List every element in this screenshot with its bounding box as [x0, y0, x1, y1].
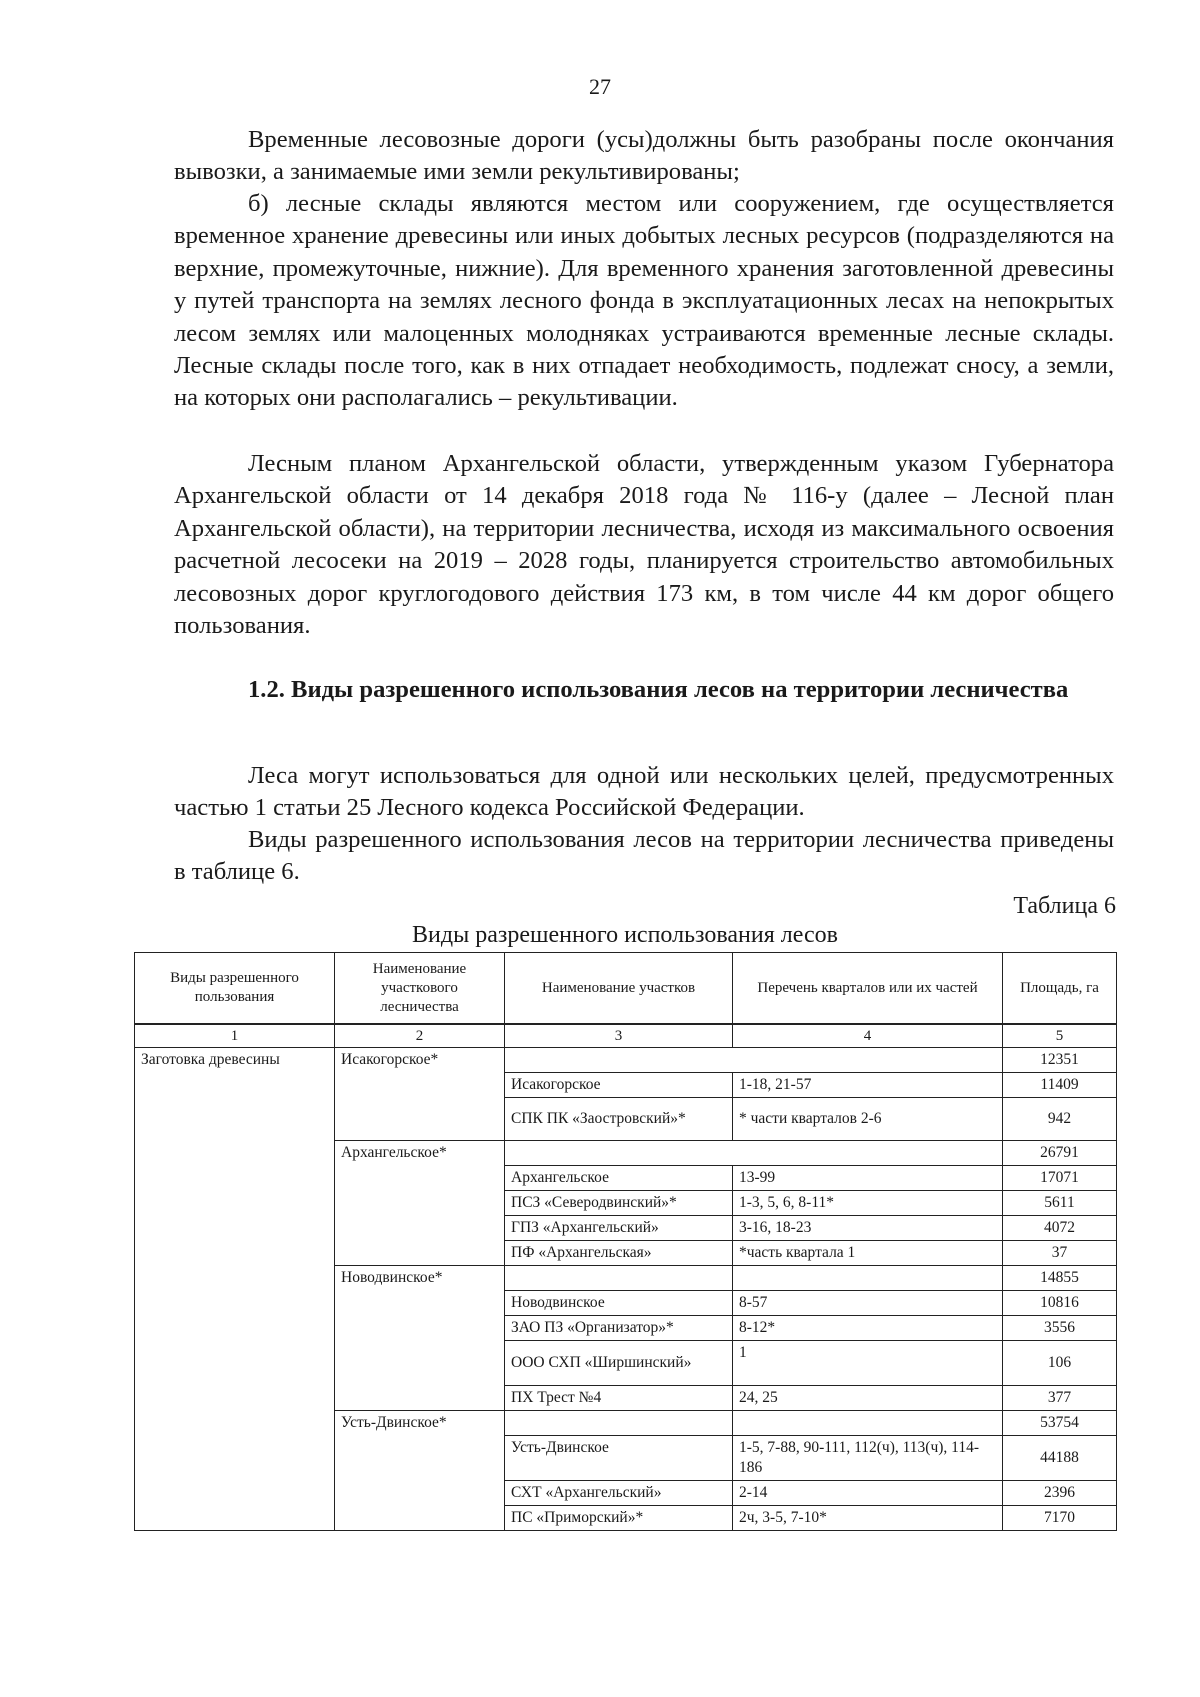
site-cell: Новодвинское	[505, 1291, 733, 1316]
paragraph-forest-purposes: Леса могут использоваться для одной или нескольких целей, предусмотренных частью 1 статьи 25 Лесного кодекса Российской Федерации.	[174, 762, 1114, 822]
table-row	[135, 1048, 1117, 1073]
area-cell: 4072	[1003, 1216, 1117, 1241]
site-cell: ПФ «Архангельская»	[505, 1241, 733, 1266]
table-header-row	[135, 953, 1117, 1025]
paragraph-forest-warehouses: б) лесные склады являются местом или сооружением, где осуществляется временное хранение древесины или иных добытых лесных ресурсов (подразделяются на верхние, промежуточные, нижние). Для временного хранения заготовленной древесины у путей транспорта на землях лесного фонда в эксплуатационных лесах на непокрытых лесом землях или малоценных молодняках устраиваются временные лесные склады. Лесные склады после того, как в них отпадает необходимость, подлежат сносу, а земли, на которых они располагались – рекультивации.	[174, 190, 1114, 412]
forestry-cell: Новодвинское*	[335, 1266, 505, 1411]
column-number: 2	[335, 1024, 505, 1048]
site-cell: Исакогорское	[505, 1073, 733, 1098]
site-cell: Архангельское	[505, 1166, 733, 1191]
site-cell: Усть-Двинское	[505, 1436, 733, 1481]
quarters-cell: *часть квартала 1	[733, 1241, 1003, 1266]
page-number: 27	[589, 74, 611, 99]
paragraph-table-reference: Виды разрешенного использования лесов на территории лесничества приведены в таблице 6.	[174, 826, 1114, 886]
empty-cell	[505, 1266, 733, 1291]
site-cell: ГПЗ «Архангельский»	[505, 1216, 733, 1241]
quarters-cell: 8-12*	[733, 1316, 1003, 1341]
table-title: Виды разрешенного использования лесов	[412, 922, 838, 948]
forestry-total-cell: 26791	[1003, 1141, 1117, 1166]
empty-cell	[505, 1141, 1003, 1166]
site-cell: ООО СХП «Ширшинский»	[505, 1341, 733, 1386]
quarters-cell: 2-14	[733, 1481, 1003, 1506]
area-cell: 377	[1003, 1386, 1117, 1411]
quarters-cell: 2ч, 3-5, 7-10*	[733, 1506, 1003, 1531]
forestry-cell: Архангельское*	[335, 1141, 505, 1266]
site-cell: СХТ «Архангельский»	[505, 1481, 733, 1506]
column-number: 5	[1003, 1024, 1117, 1048]
area-cell: 3556	[1003, 1316, 1117, 1341]
use-type-cell: Заготовка древесины	[135, 1048, 335, 1531]
forestry-cell: Усть-Двинское*	[335, 1411, 505, 1531]
site-cell: ПХ Трест №4	[505, 1386, 733, 1411]
header-forestry: Наименование участкового лесничества	[335, 953, 505, 1025]
table-number-label: Таблица 6	[1013, 893, 1116, 919]
quarters-cell: 24, 25	[733, 1386, 1003, 1411]
quarters-cell: 8-57	[733, 1291, 1003, 1316]
quarters-cell: 13-99	[733, 1166, 1003, 1191]
permitted-use-table	[134, 952, 1117, 1531]
column-number-row	[135, 1024, 1117, 1048]
header-area: Площадь, га	[1003, 953, 1117, 1025]
header-use-type: Виды разрешенного пользования	[135, 953, 335, 1025]
quarters-cell: 3-16, 18-23	[733, 1216, 1003, 1241]
forestry-cell: Исакогорское*	[335, 1048, 505, 1141]
site-cell: СПК ПК «Заостровский»*	[505, 1098, 733, 1141]
quarters-cell: 1-3, 5, 6, 8-11*	[733, 1191, 1003, 1216]
column-number: 4	[733, 1024, 1003, 1048]
empty-cell	[733, 1266, 1003, 1291]
area-cell: 11409	[1003, 1073, 1117, 1098]
quarters-cell: * части кварталов 2-6	[733, 1098, 1003, 1141]
area-cell: 5611	[1003, 1191, 1117, 1216]
area-cell: 17071	[1003, 1166, 1117, 1191]
paragraph-forest-plan: Лесным планом Архангельской области, утвержденным указом Губернатора Архангельской области от 14 декабря 2018 года № 116-у (далее – Лесной план Архангельской области), на территории лесничества, исходя из максимального освоения расчетной лесосеки на 2019 – 2028 годы, планируется строительство автомобильных лесовозных дорог круглогодового действия 173 км, в том числе 44 км дорог общего пользования.	[174, 450, 1114, 640]
area-cell: 2396	[1003, 1481, 1117, 1506]
site-cell: ЗАО ПЗ «Организатор»*	[505, 1316, 733, 1341]
paragraph-temporary-roads: Временные лесовозные дороги (усы)должны быть разобраны после окончания вывозки, а занимаемые ими земли рекультивированы;	[174, 126, 1114, 186]
area-cell: 106	[1003, 1341, 1117, 1386]
site-cell: ПСЗ «Северодвинский»*	[505, 1191, 733, 1216]
header-quarters: Перечень кварталов или их частей	[733, 953, 1003, 1025]
column-number: 1	[135, 1024, 335, 1048]
quarters-cell: 1-18, 21-57	[733, 1073, 1003, 1098]
site-cell: ПС «Приморский»*	[505, 1506, 733, 1531]
forestry-total-cell: 12351	[1003, 1048, 1117, 1073]
column-number: 3	[505, 1024, 733, 1048]
empty-cell	[733, 1411, 1003, 1436]
area-cell: 37	[1003, 1241, 1117, 1266]
empty-cell	[505, 1048, 1003, 1073]
quarters-cell: 1-5, 7-88, 90-111, 112(ч), 113(ч), 114-186	[733, 1436, 1003, 1481]
section-heading: 1.2. Виды разрешенного использования лесов на территории лесничества	[248, 676, 1069, 703]
area-cell: 942	[1003, 1098, 1117, 1141]
quarters-cell: 1	[733, 1341, 1003, 1386]
forestry-total-cell: 14855	[1003, 1266, 1117, 1291]
forestry-total-cell: 53754	[1003, 1411, 1117, 1436]
area-cell: 7170	[1003, 1506, 1117, 1531]
area-cell: 10816	[1003, 1291, 1117, 1316]
header-site: Наименование участков	[505, 953, 733, 1025]
area-cell: 44188	[1003, 1436, 1117, 1481]
empty-cell	[505, 1411, 733, 1436]
